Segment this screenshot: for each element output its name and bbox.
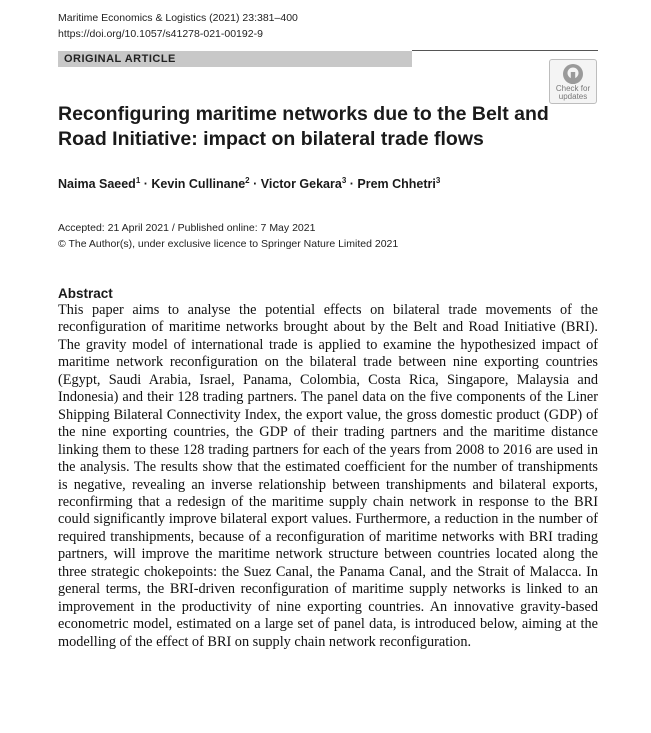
abstract-heading: Abstract	[58, 286, 113, 301]
author-affiliation: 3	[435, 176, 441, 185]
author-name[interactable]: Prem Chhetri	[357, 177, 436, 192]
accepted-published-date: Accepted: 21 April 2021 / Published online: 7 May 2021	[58, 222, 316, 234]
header-rule	[412, 50, 598, 51]
author-separator: ·	[249, 177, 261, 192]
doi-link[interactable]: https://doi.org/10.1057/s41278-021-00192-9	[58, 28, 263, 40]
author-name[interactable]: Naima Saeed	[58, 177, 136, 192]
publication-dates	[58, 220, 398, 252]
copyright-notice: © The Author(s), under exclusive licence to Springer Nature Limited 2021	[58, 238, 399, 250]
author-separator: ·	[140, 177, 152, 192]
journal-header	[58, 10, 298, 42]
abstract-text: This paper aims to analyse the potential effects on bilateral trade movements of the reconfiguration of maritime networks brought about by the Belt and Road Initiative (BRI). The gravity model of international trade is applied to examine the hypothesized impact of maritime network reconfiguration on the bilateral trade between nine exporting countries (Egypt, Saudi Arabia, Israel, Panama, Colombia, Costa Rica, Singapore, Malaysia and Indonesia) and their 128 trading partners. The panel data on the five components of the Liner Shipping Bilateral Connectivity Index, the export value, the gross domestic product (GDP) of the nine exporting countries, the GDP of their trading partners and the maritime distance linking them to these 128 trading partners for each of the years from 2008 to 2016 are used in the analysis. The results show that the estimated coefficient for the number of transhipments is negative, revealing an inverse relationship between transhipments and bilateral exports, reconfirming that a redesign of the maritime supply chain network in response to the BRI could significantly improve bilateral export values. Furthermore, a reduction in the number of required transhipments, because of a reconfiguration of maritime networks with BRI trading partners, will improve the maritime network structure between countries located along the three strategic chokepoints: the Suez Canal, the Panama Canal, and the Strait of Malacca. In general terms, the BRI-driven reconfiguration of maritime supply networks is linked to an improvement in the productivity of nine exporting countries. An innovative gravity-based econometric model, estimated on a large set of panel data, is introduced below, aiming at the modelling of the effect of BRI on supply chain network reconfiguration.	[58, 302, 598, 650]
updates-label: updates	[558, 92, 588, 101]
author-affiliation: 1	[135, 176, 141, 185]
author-list	[58, 176, 440, 191]
article-type-banner: ORIGINAL ARTICLE	[58, 51, 412, 67]
author-name[interactable]: Victor Gekara	[260, 177, 342, 192]
check-for-updates-button[interactable]	[549, 59, 597, 104]
author-name[interactable]: Kevin Cullinane	[151, 177, 246, 192]
check-for-label: Check for	[555, 84, 591, 93]
crossmark-icon	[562, 63, 584, 85]
author-affiliation: 2	[245, 176, 250, 185]
journal-citation: Maritime Economics & Logistics (2021) 23:381–400	[58, 12, 298, 24]
author-separator: ·	[346, 177, 358, 192]
article-title: Reconfiguring maritime networks due to the Belt and Road Initiative: impact on bilateral trade flows	[58, 103, 549, 150]
author-affiliation: 3	[341, 176, 347, 185]
